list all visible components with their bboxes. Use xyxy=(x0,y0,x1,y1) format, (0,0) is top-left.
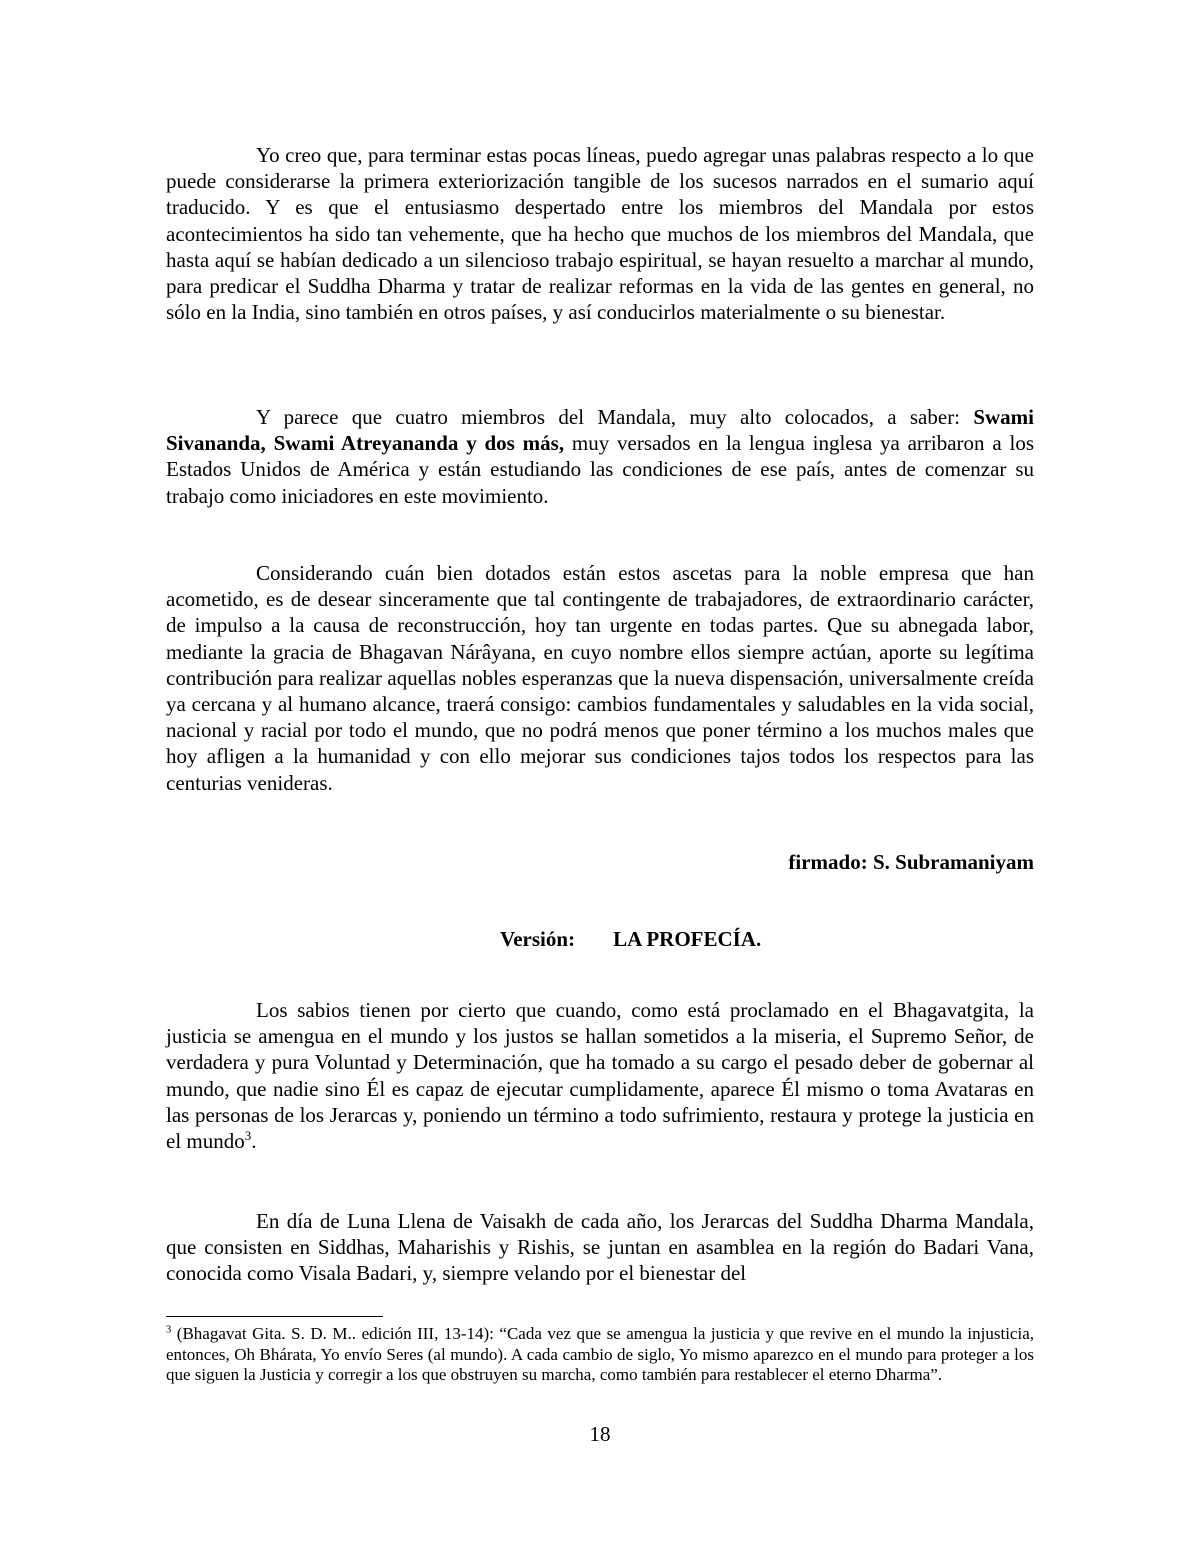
paragraph-text-end: . xyxy=(251,1129,257,1154)
footnote xyxy=(166,1324,1034,1386)
paragraph-text-end: muy versados en la lengua inglesa ya arribaron a los Estados Unidos de América y están estudiando las condiciones de ese país, antes de comenzar su trabajo como iniciadores en este movimiento. xyxy=(166,431,1034,508)
page-number: 18 xyxy=(589,1422,611,1446)
paragraph-text xyxy=(166,404,1034,509)
signature: firmado: S. Subramaniyam xyxy=(788,850,1034,874)
paragraph-swamis xyxy=(166,404,1034,509)
paragraph-text-start: Y parece que cuatro miembros del Mandala, muy alto colocados, a saber: xyxy=(256,405,974,429)
footnote-divider xyxy=(166,1316,383,1317)
footnote-number: 3 xyxy=(166,1324,172,1336)
paragraph-closing-remarks xyxy=(166,142,1034,325)
footnote-text: (Bhagavat Gita. S. D. M.. edición III, 13-14): “Cada vez que se amengua la justicia y que revive en el mundo la injusticia, entonces, Oh Bhárata, Yo envío Seres (al mundo). A cada cambio de siglo, Yo mismo aparezco en el mundo para proteger a los que siguen la Justicia y corregir a los que obstruyen su marcha, como también para restablecer el eterno Dharma”. xyxy=(166,1324,1034,1385)
heading-label: Versión: xyxy=(500,927,576,951)
paragraph-prophecy xyxy=(166,997,1034,1154)
section-heading xyxy=(500,927,761,952)
paragraph-text: En día de Luna Llena de Vaisakh de cada año, los Jerarcas del Suddha Dharma Mandala, que consisten en Siddhas, Maharishis y Rishis, se juntan en asamblea en la región do Badari Vana, conocida como Visala Badari, y, siempre velando por el bienestar del xyxy=(166,1209,1034,1286)
paragraph-text xyxy=(166,997,1034,1154)
paragraph-text-body: Los sabios tienen por cierto que cuando, como está proclamado en el Bhagavatgita, la justicia se amengua en el mundo y los justos se hallan sometidos a la miseria, el Supremo Señor, de verdadera y pura Voluntad y Determinación, que ha tomado a su cargo el pesado deber de gobernar al mundo, que nadie sino Él es capaz de ejecutar cumplidamente, aparece Él mismo o toma Avataras en las personas de los Jerarcas y, poniendo un término a todo sufrimiento, restaura y protege la justicia en el mundo xyxy=(166,998,1034,1154)
paragraph-text: Considerando cuán bien dotados están estos ascetas para la noble empresa que han acometido, es de desear sinceramente que tal contingente de trabajadores, de extraordinario carácter, de impulso a la causa de reconstrucción, hoy tan urgente en todas partes. Que su abnegada labor, mediante la gracia de Bhagavan Nárâyana, en cuyo nombre ellos siempre actúan, aporte su legítima contribución para realizar aquellas nobles esperanzas que la nueva dispensación, universalmente creída ya cercana y al humano alcance, traerá consigo: cambios fundamentales y saludables en la vida social, nacional y racial por todo el mundo, que no podrá menos que poner término a los muchos males que hoy afligen a la humanidad y con ello mejorar sus condiciones tajos todos los respectos para las centurias venideras. xyxy=(166,561,1034,795)
paragraph-ascetics xyxy=(166,560,1034,796)
heading-title: LA PROFECÍA. xyxy=(613,927,762,951)
bold-names: Swami Sivananda, Swami Atreyananda y dos más, xyxy=(166,405,1034,456)
footnote-reference[interactable]: 3 xyxy=(244,1128,252,1144)
paragraph-full-moon xyxy=(166,1208,1034,1287)
paragraph-text: Yo creo que, para terminar estas pocas líneas, puedo agregar unas palabras respecto a lo que puede considerarse la primera exteriorización tangible de los sucesos narrados en el sumario aquí traducido. Y es que el entusiasmo despertado entre los miembros del Mandala por estos acontecimientos ha sido tan vehemente, que ha hecho que muchos de los miembros del Mandala, que hasta aquí se habían dedicado a un silencioso trabajo espiritual, se hayan resuelto a marchar al mundo, para predicar el Suddha Dharma y tratar de realizar reformas en la vida de las gentes en general, no sólo en la India, sino también en otros países, y así conducirlos materialmente o su bienestar. xyxy=(166,143,1034,325)
